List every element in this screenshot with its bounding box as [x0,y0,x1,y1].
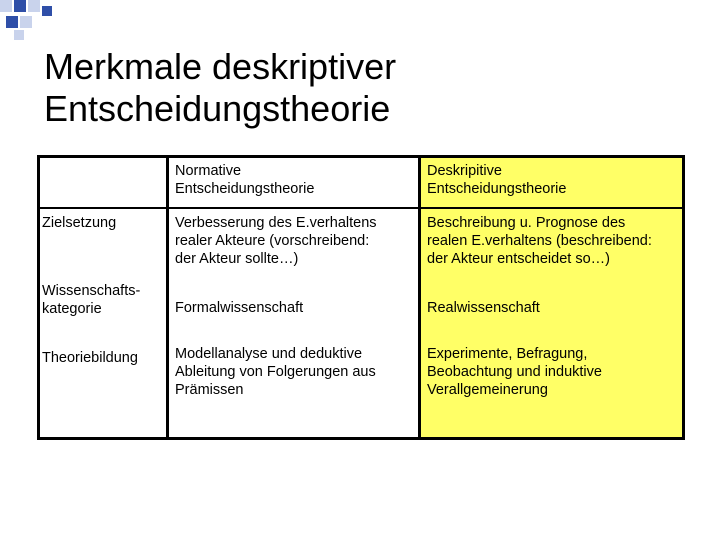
cell-line: Ableitung von Folgerungen aus [175,364,376,380]
header-descriptive-line: Entscheidungstheorie [427,181,567,197]
cell-line: Formalwissenschaft [175,300,304,316]
cell-line: der Akteur entscheidet so…) [427,251,610,267]
row-label-theoriebildung [42,349,138,367]
decor-square [6,16,18,28]
slide-title-line1: Merkmale deskriptiver [44,46,397,87]
header-descriptive [427,162,566,198]
row-label-line: Theoriebildung [42,350,138,366]
cell-normative-zielsetzung [175,214,377,268]
comparison-table [37,155,685,440]
decor-square [42,6,52,16]
row-label-line: Wissenschafts- [42,283,141,299]
cell-normative-wissenschaftskategorie [175,299,303,317]
decor-square [28,0,40,12]
cell-line: Prämissen [175,382,244,398]
row-label-line: kategorie [42,301,102,317]
cell-line: realen E.verhaltens (beschreibend: [427,233,652,249]
row-label-line: Zielsetzung [42,215,117,231]
cell-descriptive-wissenschaftskategorie [427,299,540,317]
cell-descriptive-theoriebildung [427,345,602,399]
header-normative-line: Entscheidungstheorie [175,181,315,197]
cell-line: Verallgemeinerung [427,382,548,398]
cell-line: Realwissenschaft [427,300,540,316]
cell-line: der Akteur sollte…) [175,251,299,267]
cell-normative-theoriebildung [175,345,376,399]
row-label-wissenschaftskategorie [42,282,140,318]
cell-line: Beobachtung und induktive [427,364,602,380]
decor-square [0,0,12,12]
header-descriptive-line: Deskripitive [427,163,502,179]
cell-descriptive-zielsetzung [427,214,652,268]
cell-line: Beschreibung u. Prognose des [427,215,626,231]
header-normative [175,162,314,198]
decor-square [14,30,24,40]
cell-line: Experimente, Befragung, [427,346,588,362]
decor-square [20,16,32,28]
cell-line: Verbesserung des E.verhaltens [175,215,377,231]
slide-title-line2: Entscheidungstheorie [44,88,391,129]
decor-square [14,0,26,12]
corner-decoration [0,0,60,44]
slide-title [44,46,684,130]
row-label-zielsetzung [42,214,116,232]
cell-line: Modellanalyse und deduktive [175,346,363,362]
header-normative-line: Normative [175,163,242,179]
cell-line: realer Akteure (vorschreibend: [175,233,370,249]
